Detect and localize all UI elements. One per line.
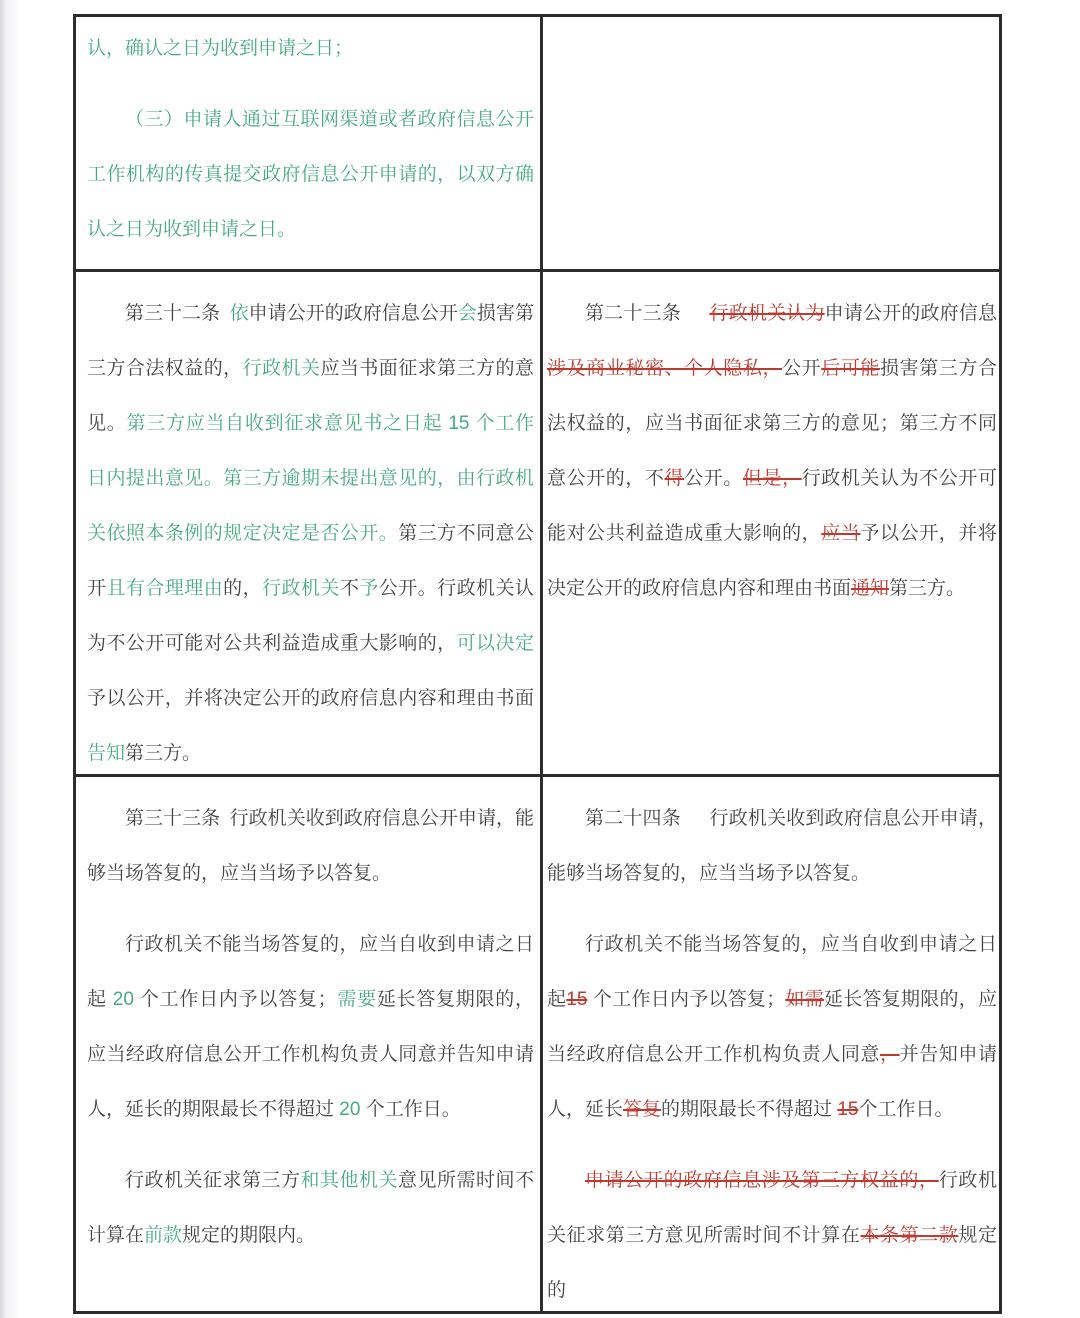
body-text: 意见所需时间不计算在: [87, 1170, 534, 1247]
deleted-text: ，: [880, 1044, 900, 1066]
body-text: 第二十三条: [585, 303, 710, 324]
added-text: 20: [112, 989, 134, 1011]
body-text: 个工作日。: [858, 1099, 954, 1121]
body-text: 损害第三方合法权益的，应当书面征求第三方的意见；第三方不同意公开的，不: [547, 358, 997, 489]
added-text: 行政机关: [242, 358, 321, 379]
added-text: （三）申请人通过互联网渠道或者政府信息公开工作机构的传真提交政府信息公开申请的，以双方确认之日为收到申请之日。: [87, 109, 534, 240]
paragraph: [87, 1153, 534, 1263]
old-version-cell: [543, 17, 999, 269]
body-text: 延长答复期限的，应当经政府信息公开工作机构负责人同意并告知申请人，延长的期限最长不得超过: [87, 989, 534, 1121]
body-text: 规定的: [547, 1225, 997, 1302]
body-text: 行政机关不能当场答复的，应当自收到申请之日起: [547, 934, 997, 1011]
new-version-cell: [76, 17, 543, 269]
body-text: 规定的期限内。: [182, 1225, 316, 1247]
body-text: 第三方。: [125, 743, 202, 764]
body-text: 公开。: [684, 468, 743, 489]
paragraph: [87, 286, 534, 781]
deleted-text: 答复: [623, 1099, 662, 1121]
body-text: 延长答复期限的，应当经政府信息公开工作机构负责人同意: [547, 989, 997, 1066]
body-text: 公开。行政机关认为不公开可能对公共利益造成重大影响的，: [87, 578, 534, 654]
body-text: 予以公开，并将决定公开的政府信息内容和理由书面: [547, 523, 997, 599]
document-comparison-table: [73, 14, 1002, 1314]
body-text: 公开: [782, 358, 822, 379]
body-text: 申请公开的政府信息: [824, 303, 997, 324]
deleted-text: 本条第二款: [860, 1225, 959, 1247]
body-text: 个工作日。: [360, 1099, 461, 1121]
body-text: 行政机关征求第三方意见所需时间不计算在: [547, 1170, 997, 1247]
added-text: 告知: [87, 743, 126, 764]
body-text: 不: [339, 578, 360, 599]
added-text: 认，确认之日为收到申请之日；: [87, 38, 354, 59]
deleted-text: 15: [566, 989, 588, 1011]
deleted-text: 后可能: [821, 358, 881, 379]
added-text: 行政机关: [262, 578, 340, 599]
new-version-cell: [76, 777, 543, 1311]
body-text: 行政机关认为不公开可能对公共利益造成重大影响的，: [547, 468, 997, 544]
deleted-text: 得: [664, 468, 685, 489]
added-text: 需要: [336, 989, 377, 1011]
table-row: [76, 272, 999, 777]
paragraph: [547, 1153, 997, 1318]
paragraph: [547, 791, 997, 901]
paragraph: [87, 92, 534, 257]
body-text: 个工作日内予以答复；: [133, 989, 337, 1011]
deleted-text: 申请公开的政府信息涉及第三方权益的，: [585, 1170, 939, 1192]
body-text: 第三十三条 行政机关收到政府信息公开申请，能够当场答复的，应当当场予以答复。: [87, 808, 534, 885]
body-text: 个工作日内予以答复；: [587, 989, 786, 1011]
body-text: 第二十四条 行政机关收到政府信息公开申请，能够当场答复的，应当当场予以答复。: [547, 808, 997, 885]
deleted-text: 通知: [851, 578, 890, 599]
table-row: [76, 17, 999, 272]
table-row: [76, 777, 999, 1311]
body-text: 损害第三方合法权益的，: [87, 303, 534, 379]
deleted-text: 但是，: [742, 468, 802, 489]
added-text: 和其他机关: [300, 1170, 398, 1192]
body-text: 的期限最长不得超过: [661, 1099, 838, 1121]
added-text: 予: [359, 578, 379, 599]
old-version-cell: [543, 272, 999, 774]
deleted-text: 行政机关认为: [709, 303, 825, 324]
added-text: 20: [339, 1099, 361, 1121]
body-text: 第三方。: [889, 578, 966, 599]
new-version-cell: [76, 272, 543, 774]
body-text: 行政机关不能当场答复的，应当自收到申请之日起: [87, 934, 534, 1011]
body-text: 行政机关征求第三方: [125, 1170, 301, 1192]
body-text: 第三方不同意公开: [87, 523, 534, 599]
old-version-cell: [543, 777, 999, 1311]
body-text: 应当书面征求第三方的意见。: [87, 358, 534, 434]
added-text: 第三方应当自收到征求意见书之日起 15 个工作日内提出意见。第三方逾期未提出意见的，由行政机关依照本条例的规定决定是否公开。: [87, 413, 534, 544]
deleted-text: 如需: [785, 989, 824, 1011]
body-text: 并告知申请人，延长: [547, 1044, 997, 1121]
body-text: 的，: [223, 578, 263, 599]
deleted-text: 应当: [821, 523, 861, 544]
deleted-text: 涉及商业秘密、个人隐私，: [547, 358, 783, 379]
added-text: 可以决定: [456, 633, 534, 654]
paragraph: [87, 791, 534, 901]
deleted-text: 15: [837, 1099, 859, 1121]
body-text: 予以公开，并将决定公开的政府信息内容和理由书面: [87, 688, 534, 709]
body-text: 申请公开的政府信息公开: [248, 303, 458, 324]
added-text: 前款: [144, 1225, 183, 1247]
added-text: 会: [457, 303, 477, 324]
body-text: 第三十二条: [125, 303, 230, 324]
paragraph: [87, 917, 534, 1137]
paragraph: [87, 21, 534, 76]
added-text: 依: [229, 303, 249, 324]
added-text: 且有合理理由: [106, 578, 224, 599]
paragraph: [547, 286, 997, 616]
paragraph: [547, 917, 997, 1137]
